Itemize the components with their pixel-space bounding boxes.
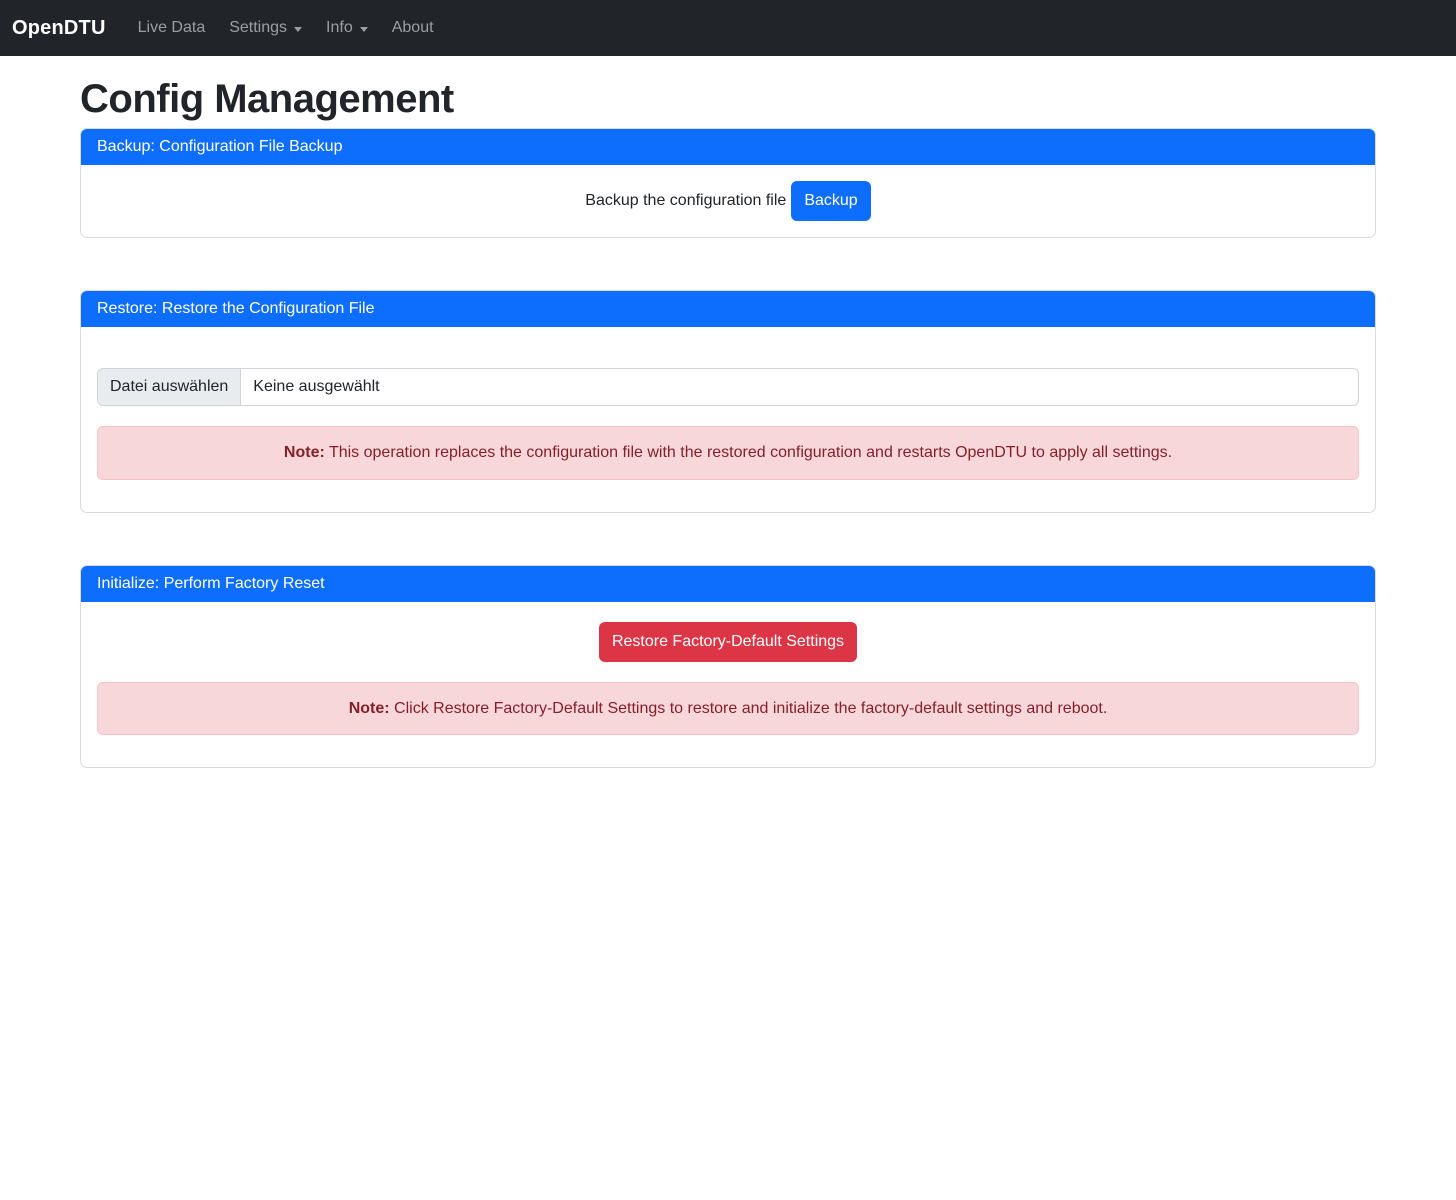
restore-note-prefix: Note: [283,444,325,461]
nav-item-live-data[interactable] [130,11,214,45]
nav-item-settings[interactable] [221,11,310,45]
chevron-down-icon [360,27,368,32]
factory-reset-card [80,565,1376,769]
backup-button[interactable]: Backup [791,181,870,221]
restore-card [80,290,1376,513]
backup-card-header: Backup: Configuration File Backup [81,129,1375,165]
factory-reset-note-prefix: Note: [348,699,390,717]
factory-reset-note-alert [97,682,1359,736]
nav-links [130,11,450,45]
factory-reset-button[interactable]: Restore Factory-Default Settings [599,622,857,662]
file-status-text: Keine ausgewählt [253,378,380,395]
choose-file-button[interactable]: Datei auswählen [98,369,241,405]
nav-item-live-data-label: Live Data [137,19,206,36]
factory-reset-button-row [97,622,1359,662]
chevron-down-icon [294,27,302,32]
nav-item-info[interactable] [318,11,376,45]
nav-item-info-label: Info [326,19,353,36]
restore-note-text: This operation replaces the configuration file with the restored configuration and restarts OpenDTU to apply all settings. [328,444,1173,461]
backup-card-body [81,165,1375,237]
factory-reset-card-body [81,602,1375,768]
factory-reset-note-text: Click Restore Factory-Default Settings to restore and initialize the factory-default settings and reboot. [394,699,1108,717]
config-file-input[interactable] [97,368,1359,406]
backup-card [80,128,1376,238]
page-title: Config Management [80,77,454,121]
nav-item-about-label: About [391,19,434,36]
navbar [0,0,1456,56]
nav-item-settings-label: Settings [229,19,288,36]
restore-card-body [81,327,1375,512]
restore-note-alert [97,426,1359,480]
nav-item-about[interactable] [384,11,442,45]
brand-logo[interactable]: OpenDTU [12,16,106,39]
restore-card-header: Restore: Restore the Configuration File [81,291,1375,327]
factory-reset-card-header: Initialize: Perform Factory Reset [81,566,1375,602]
main-content [68,77,1388,768]
backup-description: Backup the configuration file [585,192,787,209]
